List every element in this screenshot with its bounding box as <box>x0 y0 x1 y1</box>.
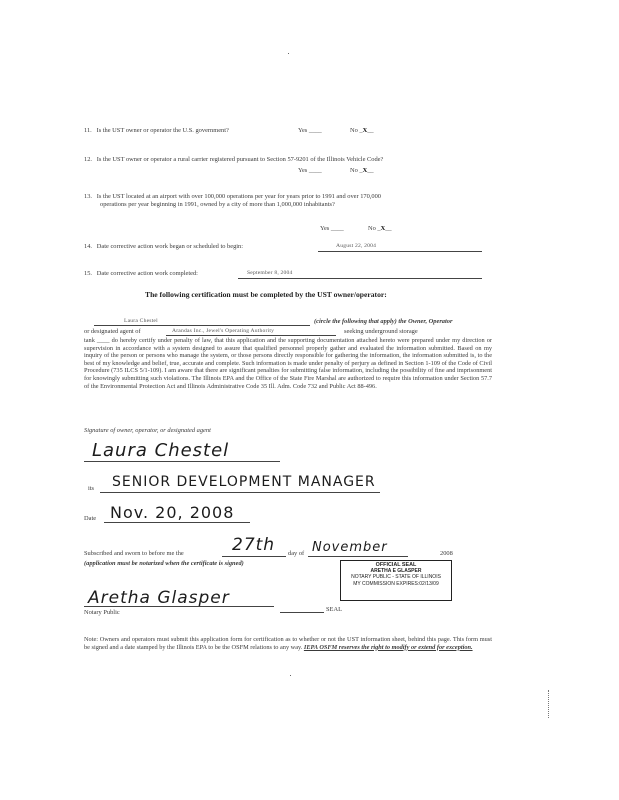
seal-label-line <box>280 612 324 613</box>
notary-signature-line <box>84 606 274 607</box>
question-11-no[interactable]: No _X__ <box>350 127 374 134</box>
question-11: 11. Is the UST owner or operator the U.S. government? <box>84 127 229 134</box>
notary-day-line <box>222 556 286 557</box>
notary-day[interactable]: 27th <box>232 535 276 555</box>
question-12-text: Is the UST owner or operator a rural carrier registered pursuant to Section 57-9201 of the Illinois Vehicle Code? <box>96 156 384 163</box>
work-completed-date[interactable]: September 8, 2004 <box>247 270 293 276</box>
seal-label: SEAL <box>326 606 342 613</box>
question-15-text: Date corrective action work completed: <box>96 270 198 277</box>
question-15: 15. Date corrective action work completed: <box>84 270 198 277</box>
question-13-text: Is the UST located at an airport with over 100,000 operations per year for years prior to 1991 and over 170,000 <box>96 193 381 200</box>
notary-month[interactable]: November <box>312 540 388 555</box>
official-seal <box>340 560 452 601</box>
certifier-name-line <box>94 325 310 326</box>
notary-applies-text: (application must be notarized when the certificate is signed) <box>84 560 244 567</box>
signature-label: Signature of owner, operator, or designated agent <box>84 427 211 434</box>
question-12-mark: X <box>362 167 368 174</box>
company-line <box>166 335 336 336</box>
speck <box>290 675 291 676</box>
question-11-text: Is the UST owner or operator the U.S. government? <box>96 127 229 134</box>
seal-title: OFFICIAL SEAL <box>375 562 417 568</box>
signer-title-line <box>100 492 380 493</box>
title-prefix: its <box>88 485 95 492</box>
question-12-no[interactable]: No _X__ <box>350 167 374 174</box>
question-12-yes[interactable]: Yes ____ <box>298 167 322 174</box>
question-13-yes[interactable]: Yes ____ <box>320 225 344 232</box>
question-12: 12. Is the UST owner or operator a rural carrier registered pursuant to Section 57-9201 of the Illinois Vehicle Code? <box>84 156 384 163</box>
note-underlined: IEPA OSFM reserves the right to modify or extend for exception. <box>303 643 473 651</box>
certification-body: tank ____ do hereby certify under penalty of law, that this application and the supporting documentation attached hereto were prepared under my direction or supervision in accordance with a system designed to assure that qualified personnel properly gather and evaluated the information submitted. Based on my inquiry of the person or persons who manage the system, or those persons directly responsible for gathering the information, the information submitted is, to the best of my knowledge and belief, true, accurate and complete. Such information is made under penalty of perjury as defined in Section 1-109 of the Code of Civil Procedure (735 ILCS 5/1-109). I am aware that there are significant penalties for submitting false information, including the possibility of fine and imprisonment for knowingly submitting such violations. The Illinois EPA and the Office of the State Fire Marshal are authorized to require this information under Section 57.7 of the Environmental Protection Act and Illinois Administrative Code 35 Ill. Adm. Code 732 and Public Act 88-496. <box>84 337 492 390</box>
certification-line2-end: seeking underground storage <box>344 328 418 335</box>
signature-date[interactable]: Nov. 20, 2008 <box>110 503 235 522</box>
work-completed-line <box>238 278 482 279</box>
owner-signature[interactable]: Laura Chestel <box>92 440 230 461</box>
seal-line-1: NOTARY PUBLIC - STATE OF ILLINOIS <box>351 574 441 581</box>
seal-name: ARETHA E GLASPER <box>370 568 422 575</box>
certification-intro-tail: (circle the following that apply) the Owner, Operator <box>314 318 453 325</box>
work-began-line <box>318 251 482 252</box>
question-13-text-cont: operations per year beginning in 1991, owned by a city of more than 1,000,000 inhabitants? <box>100 201 335 208</box>
owner-signature-line <box>84 461 280 462</box>
question-14: 14. Date corrective action work began or scheduled to begin: <box>84 243 244 250</box>
question-11-mark: X <box>362 127 368 134</box>
certifier-name[interactable]: Laura Chestel <box>124 318 158 324</box>
question-13-no[interactable]: No _X__ <box>368 225 392 232</box>
day-of-text: day of <box>288 550 305 557</box>
certification-heading: The following certification must be completed by the UST owner/operator: <box>145 290 387 299</box>
certification-block <box>84 318 492 390</box>
signature-date-line <box>104 522 250 523</box>
seal-line-2: MY COMMISSION EXPIRES:02/13/09 <box>353 580 439 587</box>
note-block <box>84 636 492 651</box>
work-began-date[interactable]: August 22, 2004 <box>336 243 377 249</box>
question-11-yes[interactable]: Yes ____ <box>298 127 322 134</box>
subscribed-text: Subscribed and sworn to before me the <box>84 550 184 557</box>
question-14-text: Date corrective action work began or scheduled to begin: <box>96 243 244 250</box>
notary-public-label: Notary Public <box>84 609 120 616</box>
company-name[interactable]: Arandas Inc., Jewel's Operating Authority <box>172 328 275 334</box>
notary-signature[interactable]: Aretha Glasper <box>88 588 230 608</box>
date-label: Date <box>84 515 97 522</box>
speck <box>288 53 289 54</box>
signer-title[interactable]: SENIOR DEVELOPMENT MANAGER <box>112 474 376 490</box>
question-13: 13. Is the UST located at an airport with over 100,000 operations per year for years prior to 1991 and over 170,000 <box>84 193 381 200</box>
notary-year[interactable]: 2008 <box>440 550 453 557</box>
note-text: Note: Owners and operators must submit this application form for certification as to whether or not the UST information sheet, behind this page. This form must be signed and a date stamped by the Illinois EPA to be the OSFM relations to any way. <box>84 636 492 651</box>
margin-marks <box>548 690 551 718</box>
designated-agent-text: or designated agent of <box>84 328 141 335</box>
notary-month-line <box>308 556 408 557</box>
question-13-mark: X <box>380 225 386 232</box>
